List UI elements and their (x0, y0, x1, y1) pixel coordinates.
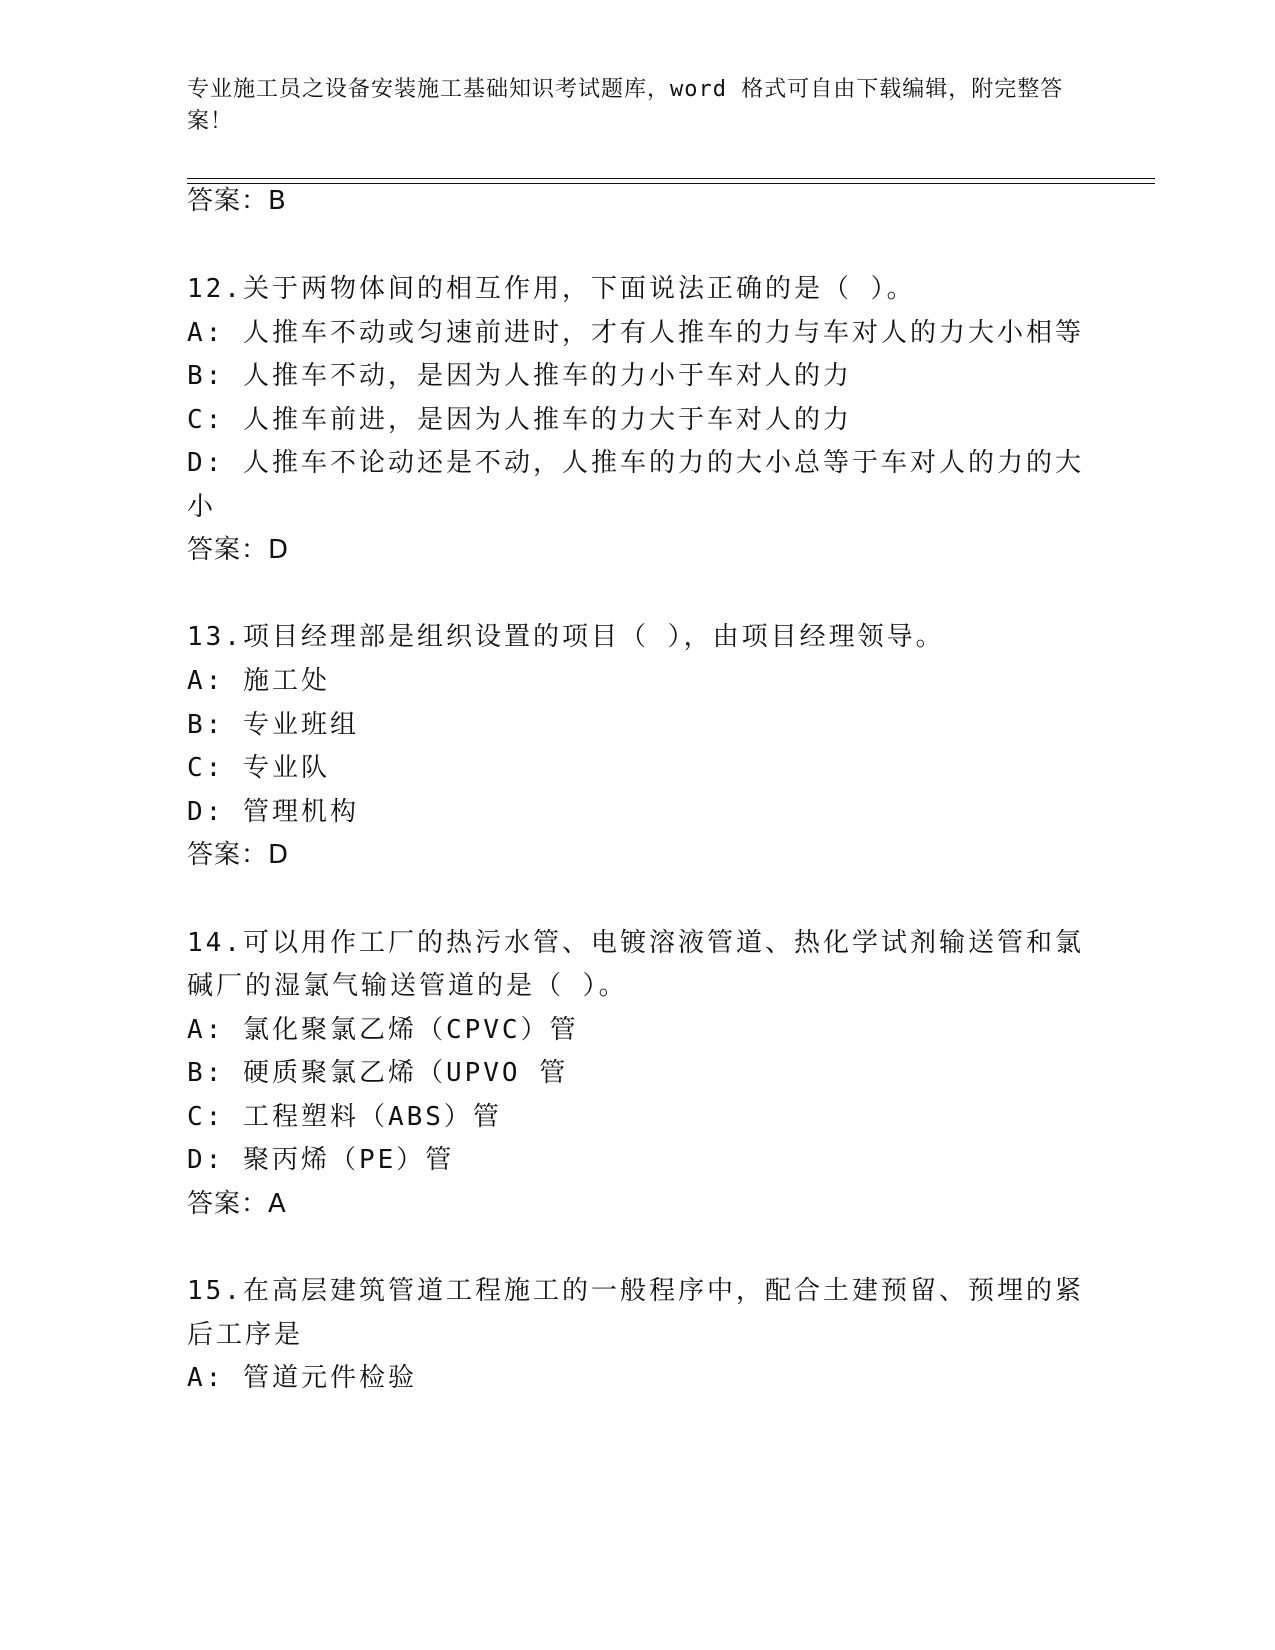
question-15-option-a: A: 管道元件检验 (187, 1363, 417, 1393)
question-14-stem: 14.可以用作工厂的热污水管、电镀溶液管道、热化学试剂输送管和氯 (187, 928, 1084, 958)
question-12-option-c: C: 人推车前进，是因为人推车的力大于车对人的力 (187, 405, 852, 435)
header-divider-top (187, 178, 1155, 179)
question-15-stem-cont: 后工序是 (187, 1320, 304, 1350)
question-12-option-d: D: 人推车不论动还是不动，人推车的力的大小总等于车对人的力的大 (187, 448, 1084, 478)
question-12-option-b: B: 人推车不动，是因为人推车的力小于车对人的力 (187, 361, 852, 391)
question-14-option-d: D: 聚丙烯（PE）管 (187, 1145, 455, 1175)
answer-q12: 答案：D (187, 535, 290, 565)
question-12-stem: 12.关于两物体间的相互作用，下面说法正确的是（ ）。 (187, 274, 916, 304)
document-header: 专业施工员之设备安装施工基础知识考试题库，word 格式可自由下载编辑，附完整答案！ (187, 77, 1064, 134)
answer-q11: 答案：B (187, 186, 287, 216)
question-12-option-a: A: 人推车不动或匀速前进时，才有人推车的力与车对人的力大小相等 (187, 318, 1084, 348)
question-13-option-d: D: 管理机构 (187, 797, 359, 827)
question-14-option-c: C: 工程塑料（ABS）管 (187, 1102, 502, 1132)
answer-q14: 答案：A (187, 1189, 287, 1219)
question-13-option-a: A: 施工处 (187, 666, 330, 696)
question-13-stem: 13.项目经理部是组织设置的项目（ ），由项目经理领导。 (187, 622, 945, 652)
question-15-stem: 15.在高层建筑管道工程施工的一般程序中，配合土建预留、预埋的紧 (187, 1276, 1084, 1306)
question-13-option-b: B: 专业班组 (187, 710, 359, 740)
question-14-stem-cont: 碱厂的湿氯气输送管道的是（ ）。 (187, 971, 628, 1001)
question-14-option-b: B: 硬质聚氯乙烯（UPVO 管 (187, 1058, 569, 1088)
question-13-option-c: C: 专业队 (187, 753, 330, 783)
question-14-option-a: A: 氯化聚氯乙烯（CPVC）管 (187, 1015, 579, 1045)
header-divider-bottom (187, 183, 1155, 184)
answer-q13: 答案：D (187, 840, 290, 870)
question-12-option-d-cont: 小 (187, 492, 217, 522)
